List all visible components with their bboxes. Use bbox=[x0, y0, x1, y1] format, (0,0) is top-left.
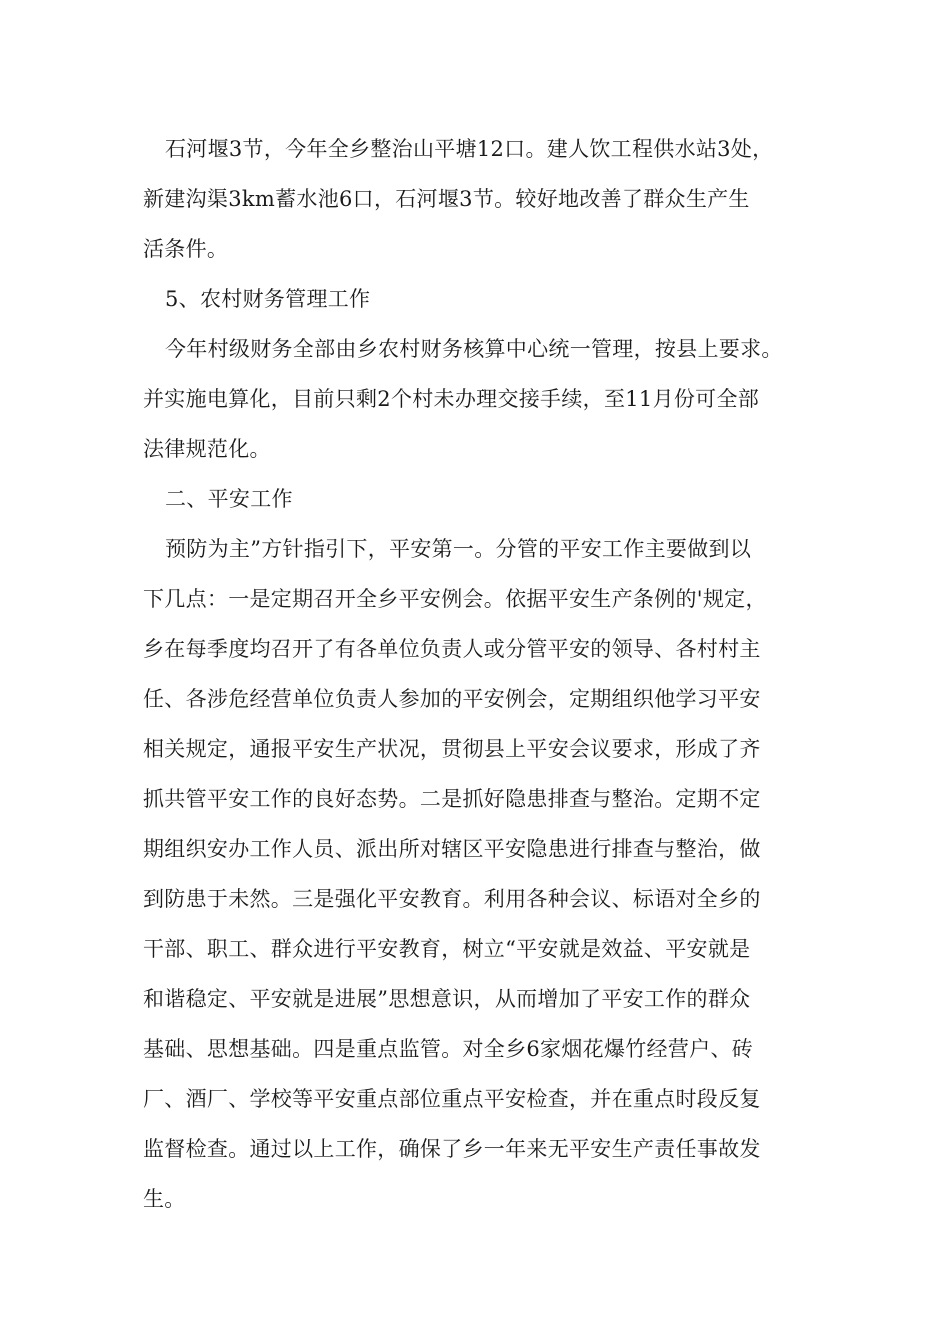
paragraph-line: 法律规范化。 bbox=[143, 437, 271, 461]
paragraph-line: 和谐稳定、平安就是进展”思想意识，从而增加了平安工作的群众 bbox=[143, 987, 751, 1011]
paragraph-line: 预防为主”方针指引下，平安第一。分管的平安工作主要做到以 bbox=[165, 537, 752, 561]
paragraph-line: 石河堰3节，今年全乡整治山平塘12口。建人饮工程供水站3处， bbox=[165, 137, 774, 161]
paragraph-line: 新建沟渠3km蓄水池6口，石河堰3节。较好地改善了群众生产生 bbox=[143, 187, 750, 211]
paragraph-line: 基础、思想基础。四是重点监管。对全乡6家烟花爆竹经营户、砖 bbox=[143, 1037, 754, 1061]
paragraph-line: 相关规定，通报平安生产状况，贯彻县上平安会议要求，形成了齐 bbox=[143, 737, 761, 761]
document-page bbox=[143, 124, 815, 1224]
paragraph-line: 抓共管平安工作的良好态势。二是抓好隐患排查与整治。定期不定 bbox=[143, 787, 761, 811]
paragraph-line: 期组织安办工作人员、派出所对辖区平安隐患进行排查与整治，做 bbox=[143, 837, 761, 861]
paragraph-line: 厂、酒厂、学校等平安重点部位重点平安检查，并在重点时段反复 bbox=[143, 1087, 761, 1111]
paragraph-line: 下几点：一是定期召开全乡平安例会。依据平安生产条例的'规定， bbox=[143, 587, 767, 611]
paragraph-line: 并实施电算化，目前只剩2个村未办理交接手续，至11月份可全部 bbox=[143, 387, 760, 411]
paragraph-line: 乡在每季度均召开了有各单位负责人或分管平安的领导、各村村主 bbox=[143, 637, 761, 661]
paragraph-line: 任、各涉危经营单位负责人参加的平安例会，定期组织他学习平安 bbox=[143, 687, 761, 711]
paragraph-line: 今年村级财务全部由乡农村财务核算中心统一管理，按县上要求。 bbox=[165, 337, 783, 361]
paragraph-line: 监督检查。通过以上工作，确保了乡一年来无平安生产责任事故发 bbox=[143, 1137, 761, 1161]
paragraph-line: 活条件。 bbox=[143, 237, 229, 261]
paragraph-line: 干部、职工、群众进行平安教育，树立“平安就是效益、平安就是 bbox=[143, 937, 751, 961]
paragraph-line: 到防患于未然。三是强化平安教育。利用各种会议、标语对全乡的 bbox=[143, 887, 761, 911]
section-heading: 二、平安工作 bbox=[165, 487, 293, 511]
paragraph-line: 生。 bbox=[143, 1187, 186, 1211]
section-heading: 5、农村财务管理工作 bbox=[165, 287, 371, 311]
